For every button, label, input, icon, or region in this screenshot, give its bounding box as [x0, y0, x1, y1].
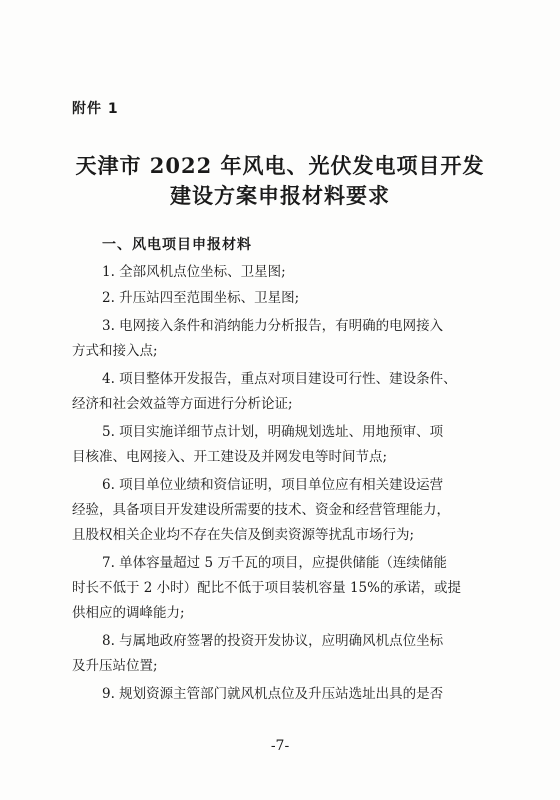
- section-heading: 一、风电项目申报材料: [102, 237, 252, 253]
- list-item-3-line-2: 方式和接入点;: [72, 343, 158, 359]
- list-item-4-line-2: 经济和社会效益等方面进行分析论证;: [72, 396, 293, 412]
- list-item-8-line-2: 及升压站位置;: [72, 658, 158, 674]
- list-item-7-line-1: 7. 单体容量超过 5 万千瓦的项目，应提供储能（连续储能: [102, 555, 447, 571]
- document-title-line-2: 建设方案申报材料要求: [170, 183, 390, 208]
- list-item-4-line-1: 4. 项目整体开发报告，重点对项目建设可行性、建设条件、: [102, 371, 457, 387]
- document-title-line-1: 天津市 2022 年风电、光伏发电项目开发: [75, 153, 485, 178]
- list-item-1: 1. 全部风机点位坐标、卫星图;: [102, 264, 286, 280]
- attachment-label: 附件 1: [72, 101, 119, 117]
- list-item-7-line-3: 供相应的调峰能力;: [72, 605, 185, 621]
- list-item-5-line-1: 5. 项目实施详细节点计划，明确规划选址、用地预审、项: [102, 424, 444, 440]
- list-item-6-line-1: 6. 项目单位业绩和资信证明，项目单位应有相关建设运营: [102, 477, 444, 493]
- list-item-5-line-2: 目核准、电网接入、开工建设及并网发电等时间节点;: [72, 449, 388, 465]
- list-item-9-line-1: 9. 规划资源主管部门就风机点位及升压站选址出具的是否: [102, 686, 444, 702]
- list-item-3-line-1: 3. 电网接入条件和消纳能力分析报告，有明确的电网接入: [102, 318, 444, 334]
- list-item-6-line-3: 且股权相关企业均不存在失信及倒卖资源等扰乱市场行为;: [72, 527, 415, 543]
- list-item-6-line-2: 经验，具备项目开发建设所需要的技术、资金和经营管理能力，: [72, 502, 450, 518]
- list-item-8-line-1: 8. 与属地政府签署的投资开发协议，应明确风机点位坐标: [102, 633, 444, 649]
- page-number: -7-: [270, 738, 290, 754]
- list-item-2: 2. 升压站四至范围坐标、卫星图;: [102, 290, 300, 306]
- list-item-7-line-2: 时长不低于 2 小时）配比不低于项目装机容量 15%的承诺，或提: [72, 580, 461, 596]
